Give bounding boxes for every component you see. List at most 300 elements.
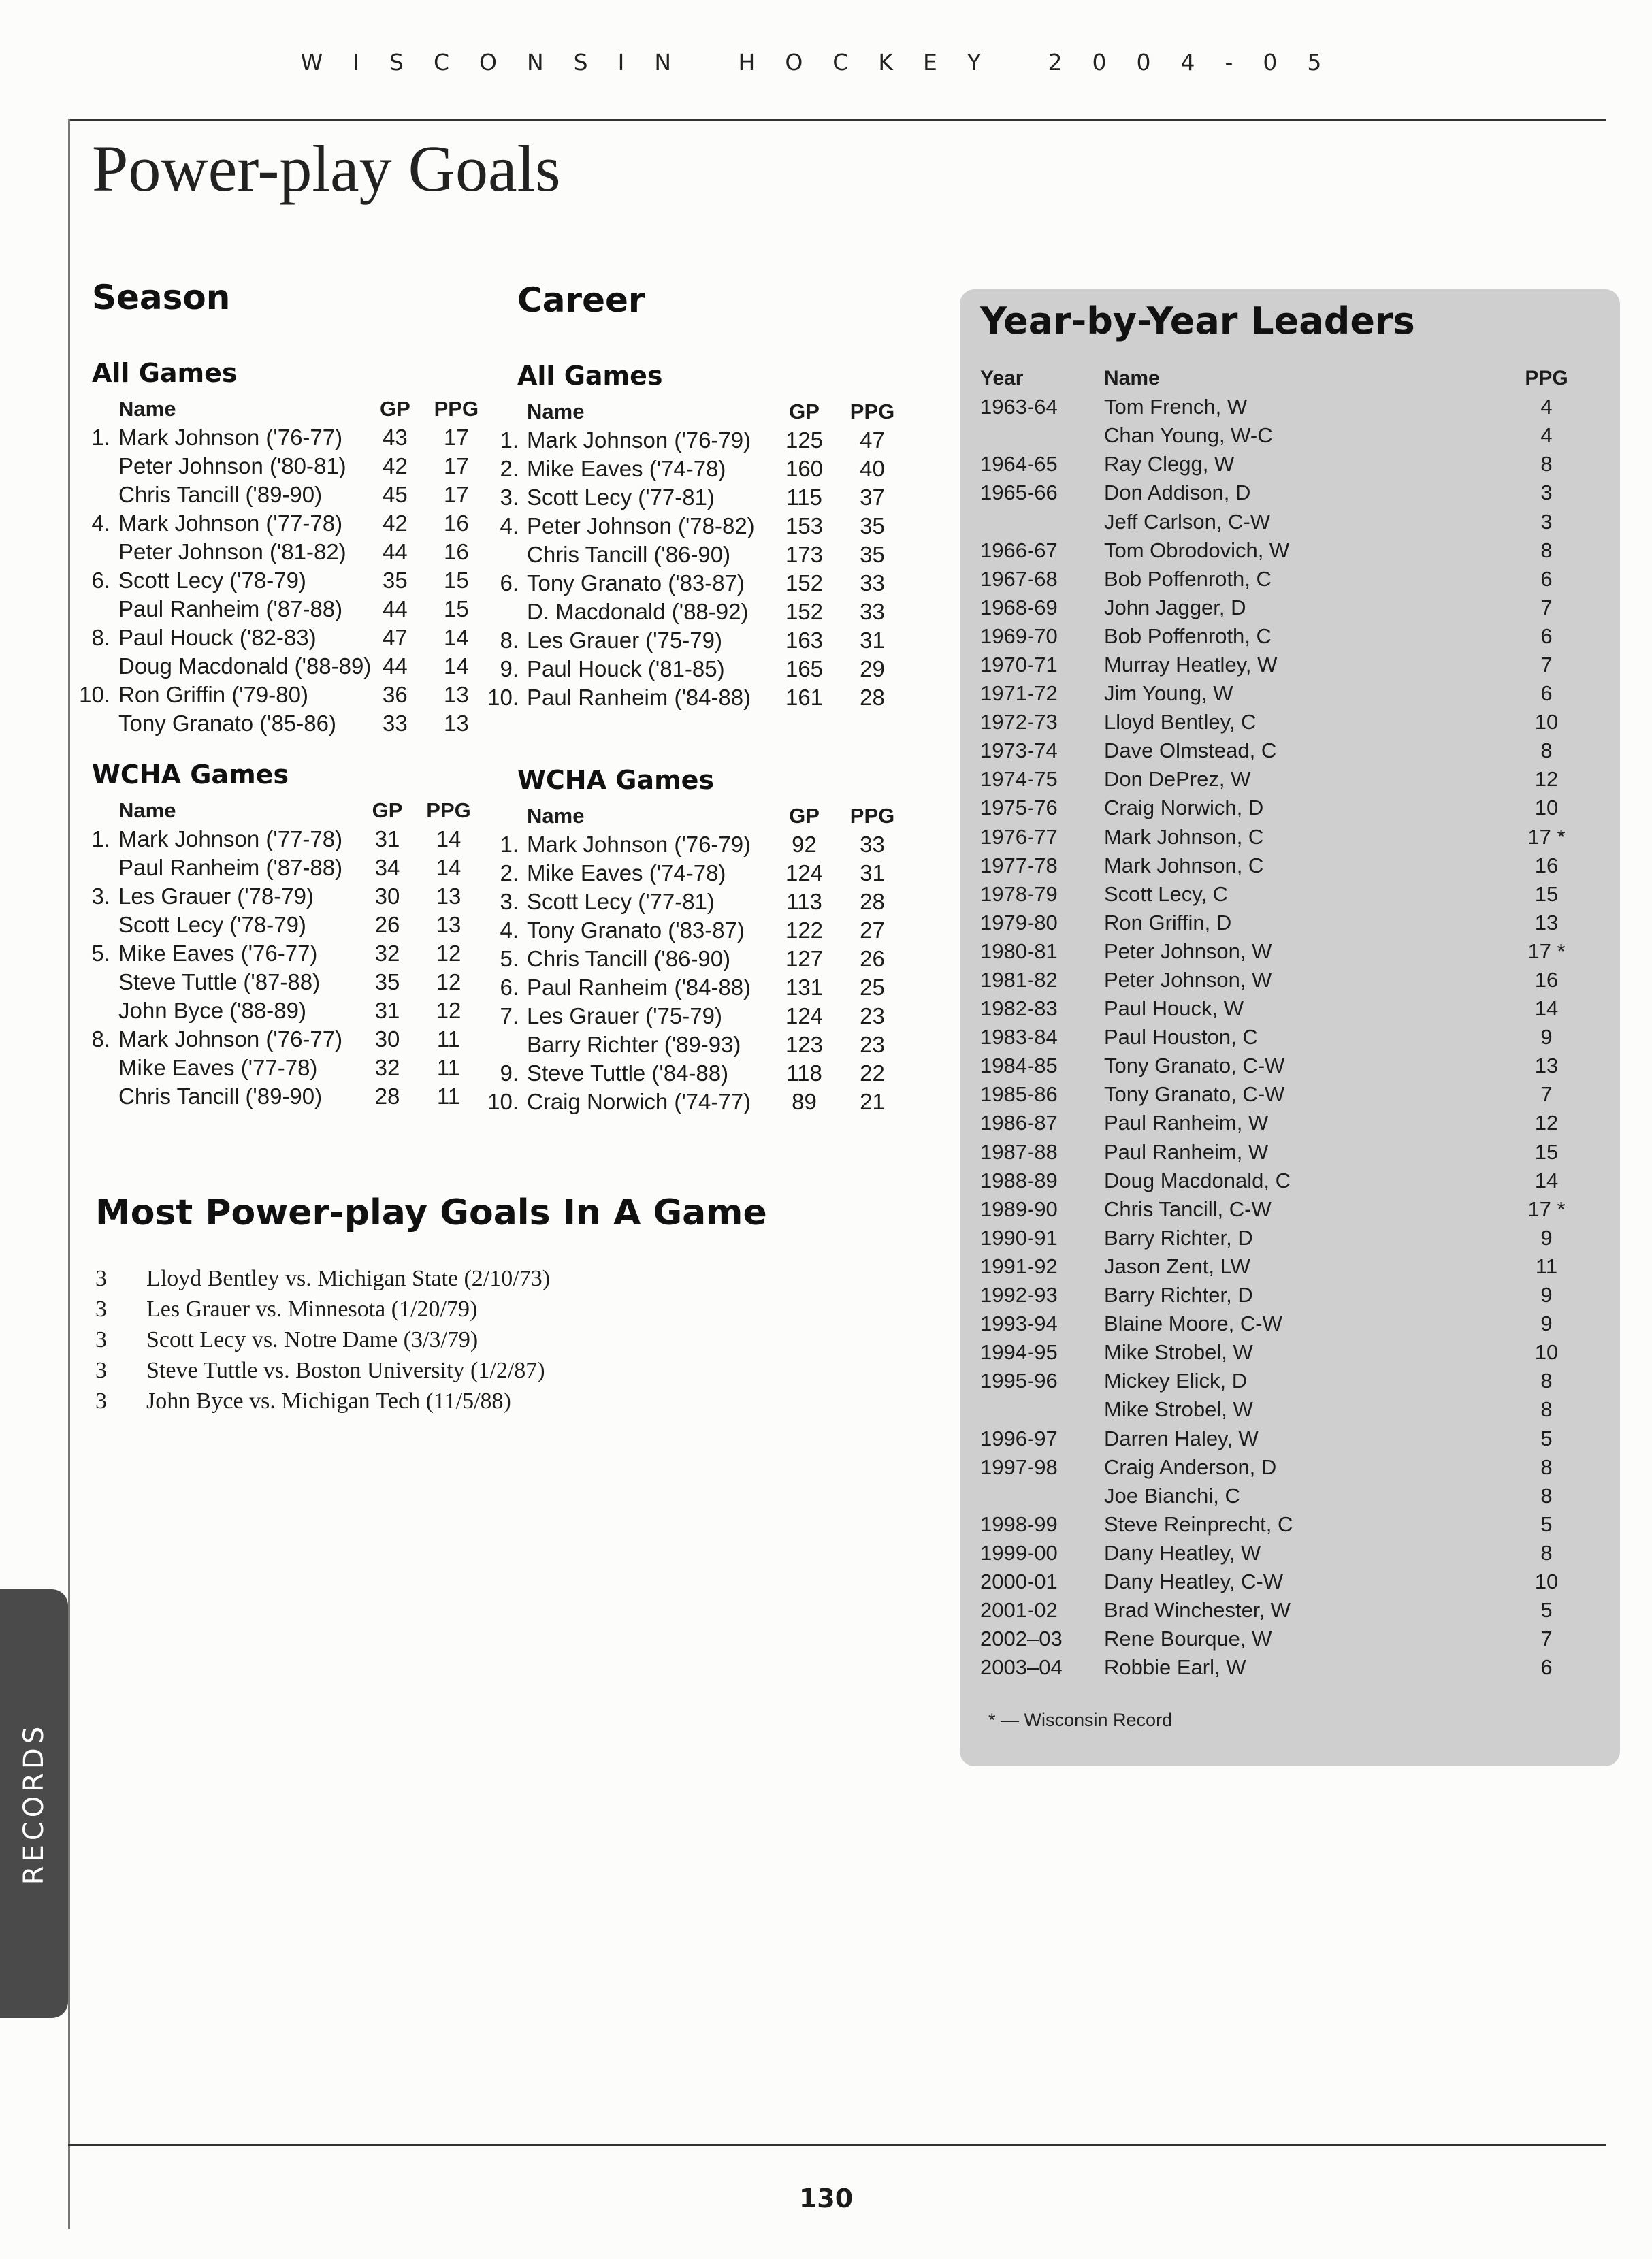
player-name-cell: Tony Granato ('83-87): [527, 570, 745, 596]
table-row: [476, 945, 908, 973]
rank-cell: 3.: [500, 889, 519, 914]
player-name-cell: Mike Strobel, W: [1104, 1397, 1253, 1422]
ppg-cell: 22: [860, 1060, 885, 1086]
table-row: [476, 483, 908, 512]
rank-col-header: [476, 802, 527, 830]
player-name-cell: Doug Macdonald, C: [1104, 1168, 1291, 1192]
rank-cell: 6.: [91, 568, 110, 593]
table-row: [476, 830, 908, 859]
player-name-cell: Barry Richter, D: [1104, 1225, 1253, 1250]
list-item: [95, 1358, 550, 1388]
rank-cell: 6.: [500, 975, 519, 1000]
gp-cell: 33: [383, 711, 408, 736]
rank-cell: 4.: [500, 513, 519, 538]
ppg-cell: 28: [860, 889, 885, 914]
table-row: [980, 1080, 1587, 1109]
ppg-cell: 33: [860, 599, 885, 624]
rank-cell: 1.: [91, 826, 110, 851]
year-cell: 1975-76: [980, 796, 1058, 820]
ppg-cell: 21: [860, 1089, 885, 1114]
player-name-cell: Ray Clegg, W: [1104, 452, 1235, 476]
table-row: [980, 679, 1587, 708]
player-name-cell: Craig Anderson, D: [1104, 1454, 1277, 1479]
rank-cell: 7.: [500, 1003, 519, 1028]
ppg-col-header: PPG: [849, 400, 895, 423]
ppg-col-header: PPG: [426, 798, 471, 822]
year-col-header: Year: [980, 367, 1024, 390]
player-name-cell: Dany Heatley, C-W: [1104, 1569, 1283, 1593]
player-name-cell: Paul Houston, C: [1104, 1025, 1258, 1050]
player-name-cell: Steve Tuttle ('87-88): [118, 969, 321, 994]
ppg-cell: 16: [444, 510, 469, 536]
table-row: [476, 598, 908, 626]
year-cell: 1999-00: [980, 1540, 1058, 1565]
year-cell: 1963-64: [980, 395, 1058, 419]
rank-cell: 1.: [500, 427, 519, 453]
ppg-cell: 8: [1540, 1540, 1553, 1565]
player-name-cell: Scott Lecy ('78-79): [118, 912, 306, 937]
year-cell: 1993-94: [980, 1312, 1058, 1336]
gp-cell: 125: [785, 427, 824, 453]
year-cell: 2000-01: [980, 1569, 1058, 1593]
table-row: [68, 709, 493, 738]
ppg-cell: 16: [1534, 853, 1559, 877]
rank-cell: 3.: [91, 883, 110, 909]
player-name-cell: Steve Tuttle ('84-88): [527, 1060, 729, 1086]
gp-cell: 35: [383, 568, 408, 593]
list-item: [95, 1297, 550, 1327]
ppg-cell: 23: [860, 1032, 885, 1057]
rank-cell: 1.: [91, 425, 110, 450]
rank-cell: [68, 481, 118, 509]
rank-cell: 6.: [500, 570, 519, 596]
year-cell: 1969-70: [980, 623, 1058, 648]
table-header-row: [476, 802, 908, 830]
gp-cell: 32: [374, 1055, 400, 1080]
year-cell: 1998-99: [980, 1512, 1058, 1536]
name-col-header: Name: [527, 804, 585, 828]
rank-cell: [68, 709, 118, 738]
ppg-cell: 37: [860, 485, 885, 510]
player-name-cell: Darren Haley, W: [1104, 1426, 1259, 1450]
player-name-cell: Craig Norwich ('74-77): [527, 1089, 751, 1114]
year-cell: 1978-79: [980, 881, 1058, 906]
gp-cell: 123: [785, 1032, 824, 1057]
table-row: [476, 426, 908, 455]
player-name-cell: Scott Lecy ('78-79): [118, 568, 306, 593]
name-col-header: Name: [527, 400, 585, 423]
ppg-cell: 9: [1540, 1312, 1553, 1336]
goals-count: 3: [95, 1388, 107, 1414]
ppg-cell: 15: [1534, 1139, 1559, 1164]
most-in-game-heading: Most Power-play Goals In A Game: [95, 1192, 767, 1233]
ppg-cell: 13: [1534, 910, 1559, 935]
gp-cell: 44: [383, 539, 408, 564]
gp-cell: 32: [374, 941, 400, 966]
year-cell: 1982-83: [980, 996, 1058, 1021]
player-name-cell: Jeff Carlson, C-W: [1104, 509, 1271, 534]
gp-cell: 35: [374, 969, 400, 994]
year-cell: 1964-65: [980, 452, 1058, 476]
gp-cell: 43: [383, 425, 408, 450]
table-row: [980, 1281, 1587, 1310]
player-name-cell: John Jagger, D: [1104, 595, 1246, 619]
table-row: [980, 594, 1587, 622]
table-row: [980, 880, 1587, 909]
ppg-cell: 6: [1540, 623, 1553, 648]
ppg-cell: 35: [860, 542, 885, 567]
ppg-cell: 15: [1534, 881, 1559, 906]
ppg-cell: 14: [436, 855, 461, 880]
player-name-cell: Mark Johnson ('76-79): [527, 832, 751, 857]
player-name-cell: Chris Tancill ('89-90): [118, 482, 323, 507]
rank-cell: 8.: [91, 625, 110, 650]
player-name-cell: Tom French, W: [1104, 395, 1248, 419]
table-row: [476, 512, 908, 540]
rank-cell: [68, 1082, 118, 1111]
table-row: [980, 478, 1587, 507]
ppg-cell: 33: [860, 570, 885, 596]
player-name-cell: Chris Tancill ('89-90): [118, 1084, 323, 1109]
player-name-cell: Dany Heatley, W: [1104, 1540, 1261, 1565]
ppg-cell: 7: [1540, 1627, 1553, 1651]
player-name-cell: Dave Olmstead, C: [1104, 738, 1277, 763]
ppg-cell: 8: [1540, 538, 1553, 562]
ppg-cell: 9: [1540, 1025, 1553, 1050]
year-cell: 2001-02: [980, 1598, 1058, 1623]
year-cell: 1967-68: [980, 566, 1058, 591]
player-name-cell: Blaine Moore, C-W: [1104, 1312, 1282, 1336]
player-name-cell: Chris Tancill ('86-90): [527, 542, 731, 567]
player-name-cell: Les Grauer ('75-79): [527, 628, 722, 653]
season-wcha-games-heading: WCHA Games: [92, 760, 289, 790]
table-row: [68, 566, 493, 595]
gp-cell: 153: [785, 513, 824, 538]
career-wcha-games-heading: WCHA Games: [517, 765, 715, 795]
season-all-games-heading: All Games: [92, 358, 238, 388]
gp-cell: 28: [374, 1084, 400, 1109]
header-rule: [68, 119, 1606, 121]
rank-cell: [68, 968, 118, 996]
ppg-cell: 9: [1540, 1225, 1553, 1250]
gp-cell: 115: [786, 485, 822, 510]
table-row: [68, 509, 493, 538]
table-row: [476, 1030, 908, 1059]
year-cell: 1983-84: [980, 1025, 1058, 1050]
ppg-cell: 13: [436, 883, 461, 909]
records-side-tab: [0, 1589, 68, 2018]
table-row: [980, 1625, 1587, 1653]
rank-cell: [68, 1054, 118, 1082]
player-name-cell: Scott Lecy ('77-81): [527, 485, 715, 510]
table-header-row: [68, 395, 493, 423]
table-row: [980, 909, 1587, 937]
year-cell: [980, 507, 1104, 536]
ppg-cell: 13: [444, 711, 469, 736]
player-name-cell: Paul Ranheim ('87-88): [118, 596, 343, 621]
ppg-cell: 13: [436, 912, 461, 937]
rank-col-header: [68, 796, 118, 825]
ppg-col-header: PPG: [434, 397, 479, 421]
ppg-cell: 16: [1534, 968, 1559, 992]
year-cell: 1991-92: [980, 1254, 1058, 1278]
ppg-cell: 17 *: [1527, 824, 1566, 849]
ppg-cell: 15: [444, 596, 469, 621]
year-cell: 1968-69: [980, 595, 1058, 619]
table-row: [476, 540, 908, 569]
table-row: [980, 1596, 1587, 1625]
player-name-cell: Mike Strobel, W: [1104, 1340, 1253, 1365]
career-heading: Career: [517, 280, 645, 320]
player-name-cell: Peter Johnson, W: [1104, 968, 1272, 992]
table-row: [980, 1195, 1587, 1224]
table-row: [68, 452, 493, 481]
rank-cell: 8.: [500, 628, 519, 653]
table-row: [980, 1567, 1587, 1596]
ppg-cell: 8: [1540, 1369, 1553, 1393]
ppg-cell: 40: [860, 456, 885, 481]
table-row: [980, 1167, 1587, 1195]
rank-cell: [476, 598, 527, 626]
ppg-cell: 14: [444, 653, 469, 679]
player-name-cell: Peter Johnson ('81-82): [118, 539, 346, 564]
player-name-cell: Paul Houck ('81-85): [527, 656, 725, 681]
ppg-cell: 8: [1540, 1454, 1553, 1479]
table-row: [980, 1338, 1587, 1367]
gp-cell: 124: [785, 1003, 824, 1028]
table-header-row: [476, 397, 908, 426]
goals-count: 3: [95, 1327, 107, 1352]
player-name-cell: Joe Bianchi, C: [1104, 1483, 1240, 1508]
ppg-cell: 12: [1534, 1111, 1559, 1135]
ppg-cell: 4: [1540, 395, 1553, 419]
ppg-cell: 10: [1534, 710, 1559, 734]
name-col-header: Name: [1104, 367, 1160, 390]
year-by-year-heading: Year-by-Year Leaders: [980, 299, 1415, 342]
rank-cell: [68, 652, 118, 681]
gp-cell: 30: [374, 1026, 400, 1052]
ppg-cell: 6: [1540, 681, 1553, 706]
year-cell: 1989-90: [980, 1197, 1058, 1221]
player-name-cell: Craig Norwich, D: [1104, 796, 1264, 820]
table-row: [476, 859, 908, 888]
gp-cell: 152: [785, 599, 824, 624]
table-row: [476, 1059, 908, 1088]
player-name-cell: Paul Houck, W: [1104, 996, 1244, 1021]
player-name-cell: Chris Tancill ('86-90): [527, 946, 731, 971]
ppg-cell: 8: [1540, 1483, 1553, 1508]
ppg-cell: 27: [860, 917, 885, 943]
gp-cell: 152: [785, 570, 824, 596]
gp-cell: 89: [792, 1089, 817, 1114]
player-name-cell: Paul Houck ('82-83): [118, 625, 317, 650]
player-name-cell: Mike Eaves ('77-78): [118, 1055, 318, 1080]
gp-cell: 127: [785, 946, 824, 971]
table-row: [980, 450, 1587, 478]
gp-cell: 161: [785, 685, 824, 710]
ppg-cell: 3: [1540, 509, 1553, 534]
ppg-cell: 17: [444, 482, 469, 507]
rank-cell: 5.: [500, 946, 519, 971]
ppg-cell: 8: [1540, 1397, 1553, 1422]
ppg-cell: 33: [860, 832, 885, 857]
year-cell: 1966-67: [980, 538, 1058, 562]
ppg-cell: 35: [860, 513, 885, 538]
year-cell: 1986-87: [980, 1111, 1058, 1135]
table-row: [68, 681, 493, 709]
year-cell: 1985-86: [980, 1082, 1058, 1107]
rank-cell: 9.: [500, 656, 519, 681]
ppg-cell: 31: [860, 628, 885, 653]
ppg-cell: 3: [1540, 481, 1553, 505]
player-name-cell: Jim Young, W: [1104, 681, 1233, 706]
ppg-col-header: PPG: [1525, 367, 1568, 390]
player-name-cell: Ron Griffin ('79-80): [118, 682, 308, 707]
rank-cell: [68, 854, 118, 882]
table-row: [68, 968, 486, 996]
ppg-cell: 17: [444, 453, 469, 478]
table-row: [980, 794, 1587, 822]
player-name-cell: Bob Poffenroth, C: [1104, 623, 1272, 648]
table-row: [68, 996, 486, 1025]
table-row: [68, 911, 486, 939]
ppg-cell: 17: [444, 425, 469, 450]
table-row: [980, 1482, 1587, 1510]
year-cell: 1965-66: [980, 481, 1058, 505]
table-row: [476, 1088, 908, 1116]
gp-cell: 47: [383, 625, 408, 650]
player-name-cell: Mark Johnson, C: [1104, 824, 1264, 849]
ppg-cell: 11: [436, 1084, 461, 1109]
rank-cell: 8.: [91, 1026, 110, 1052]
gp-col-header: GP: [372, 798, 403, 822]
ppg-cell: 23: [860, 1003, 885, 1028]
table-row: [68, 825, 486, 854]
ppg-cell: 8: [1540, 738, 1553, 763]
ppg-cell: 31: [860, 860, 885, 885]
gp-cell: 42: [383, 453, 408, 478]
gp-cell: 124: [785, 860, 824, 885]
table-row: [980, 823, 1587, 851]
player-name-cell: Don DePrez, W: [1104, 767, 1251, 792]
gp-cell: 92: [792, 832, 817, 857]
rank-cell: 10.: [487, 685, 519, 710]
table-row: [68, 538, 493, 566]
table-row: [476, 888, 908, 916]
rank-cell: [476, 1030, 527, 1059]
table-row: [980, 765, 1587, 794]
name-col-header: Name: [118, 798, 176, 822]
player-name-cell: Peter Johnson ('80-81): [118, 453, 346, 478]
gp-cell: 26: [374, 912, 400, 937]
table-row: [980, 1023, 1587, 1052]
year-cell: 1988-89: [980, 1168, 1058, 1192]
table-row: [980, 1653, 1587, 1682]
year-cell: 1972-73: [980, 710, 1058, 734]
ppg-cell: 6: [1540, 1655, 1553, 1680]
player-name-cell: Jason Zent, LW: [1104, 1254, 1250, 1278]
table-row: [980, 1510, 1587, 1539]
player-name-cell: Tony Granato, C-W: [1104, 1082, 1285, 1107]
ppg-cell: 5: [1540, 1598, 1553, 1623]
career-wcha-games-table: [476, 802, 908, 1116]
ppg-cell: 11: [436, 1026, 461, 1052]
gp-cell: 31: [374, 998, 400, 1023]
table-row: [980, 536, 1587, 565]
ppg-cell: 10: [1534, 796, 1559, 820]
rank-cell: 4.: [500, 917, 519, 943]
list-item: [95, 1327, 550, 1358]
table-row: [980, 1224, 1587, 1252]
rank-col-header: [68, 395, 118, 423]
ppg-cell: 11: [1535, 1254, 1558, 1278]
table-row: [980, 1109, 1587, 1137]
table-header-row: [68, 796, 486, 825]
player-name-cell: Scott Lecy, C: [1104, 881, 1229, 906]
year-cell: 2002–03: [980, 1627, 1063, 1651]
year-cell: 1987-88: [980, 1139, 1058, 1164]
gp-cell: 44: [383, 596, 408, 621]
player-name-cell: Don Addison, D: [1104, 481, 1251, 505]
ppg-cell: 12: [1534, 767, 1559, 792]
ppg-cell: 12: [436, 941, 461, 966]
ppg-cell: 14: [1534, 996, 1559, 1021]
player-name-cell: Bob Poffenroth, C: [1104, 566, 1272, 591]
table-row: [980, 937, 1587, 966]
year-cell: 1976-77: [980, 824, 1058, 849]
goals-count: 3: [95, 1358, 107, 1383]
ppg-col-header: PPG: [849, 804, 895, 828]
player-name-cell: Paul Ranheim ('84-88): [527, 975, 751, 1000]
rank-col-header: [476, 397, 527, 426]
ppg-cell: 17 *: [1527, 939, 1566, 963]
rank-cell: [68, 911, 118, 939]
ppg-cell: 47: [860, 427, 885, 453]
ppg-cell: 14: [1534, 1168, 1559, 1192]
player-name-cell: Tony Granato ('85-86): [118, 711, 336, 736]
page-title: Power-play Goals: [92, 132, 561, 205]
player-name-cell: Doug Macdonald ('88-89): [118, 653, 372, 679]
gp-cell: 36: [383, 682, 408, 707]
ppg-cell: 25: [860, 975, 885, 1000]
year-cell: 1979-80: [980, 910, 1058, 935]
table-row: [980, 736, 1587, 765]
player-name-cell: Mark Johnson ('76-77): [118, 425, 343, 450]
ppg-cell: 5: [1540, 1426, 1553, 1450]
year-cell: 1970-71: [980, 652, 1058, 677]
player-name-cell: Rene Bourque, W: [1104, 1627, 1272, 1651]
gp-cell: 122: [785, 917, 824, 943]
rank-cell: 5.: [91, 941, 110, 966]
player-name-cell: Murray Heatley, W: [1104, 652, 1278, 677]
gp-cell: 42: [383, 510, 408, 536]
records-tab-label: RECORDS: [18, 1722, 50, 1885]
game-description: John Byce vs. Michigan Tech (11/5/88): [146, 1388, 511, 1414]
ppg-cell: 10: [1534, 1340, 1559, 1365]
gp-col-header: GP: [789, 804, 820, 828]
rank-cell: 9.: [500, 1060, 519, 1086]
ppg-cell: 5: [1540, 1512, 1553, 1536]
ppg-cell: 11: [436, 1055, 461, 1080]
table-row: [980, 393, 1587, 421]
gp-col-header: GP: [789, 400, 820, 423]
ppg-cell: 28: [860, 685, 885, 710]
year-cell: [980, 1395, 1104, 1424]
ppg-cell: 4: [1540, 423, 1553, 448]
ppg-cell: 14: [444, 625, 469, 650]
year-cell: 1997-98: [980, 1454, 1058, 1479]
table-row: [68, 423, 493, 452]
